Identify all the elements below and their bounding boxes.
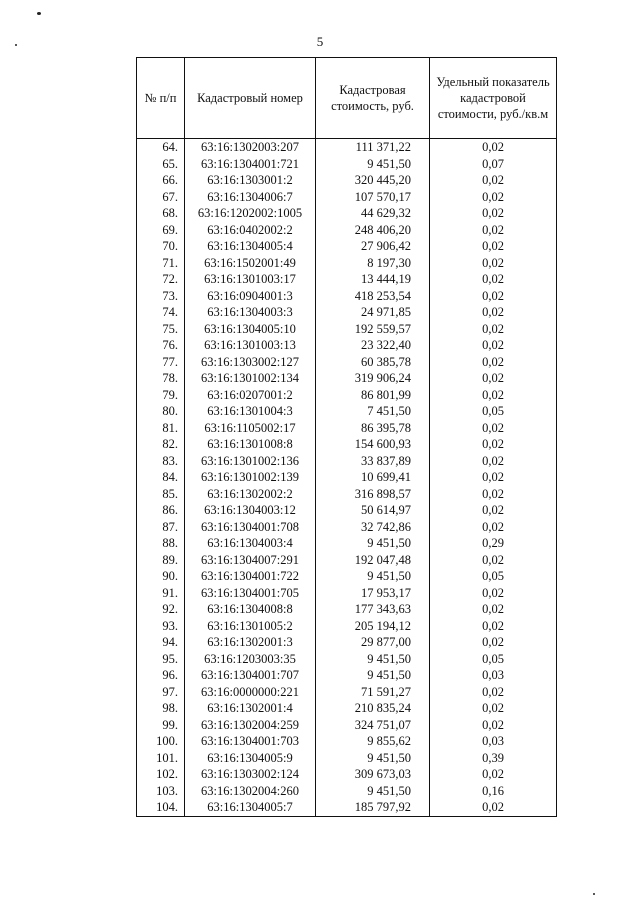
specific-index: 0,02 — [430, 717, 557, 734]
cadastral-cost: 86 801,99 — [316, 387, 430, 404]
row-number: 77. — [137, 354, 185, 371]
header-specific-index: Удельный показатель кадастровой стоимости, руб./кв.м — [430, 58, 557, 139]
table-row — [137, 321, 557, 338]
cadastral-cost: 9 451,50 — [316, 156, 430, 173]
cadastral-number: 63:16:1301008:8 — [185, 436, 316, 453]
cadastral-cost: 9 451,50 — [316, 750, 430, 767]
specific-index: 0,02 — [430, 420, 557, 437]
header-num: № п/п — [137, 58, 185, 139]
cadastral-number: 63:16:1301002:134 — [185, 370, 316, 387]
cadastral-cost: 60 385,78 — [316, 354, 430, 371]
row-number: 84. — [137, 469, 185, 486]
cadastral-number: 63:16:0000000:221 — [185, 684, 316, 701]
specific-index: 0,02 — [430, 255, 557, 272]
specific-index: 0,03 — [430, 667, 557, 684]
table-row — [137, 255, 557, 272]
specific-index: 0,02 — [430, 222, 557, 239]
table-row — [137, 783, 557, 800]
cadastral-number: 63:16:1502001:49 — [185, 255, 316, 272]
row-number: 92. — [137, 601, 185, 618]
cadastral-cost: 9 451,50 — [316, 667, 430, 684]
row-number: 73. — [137, 288, 185, 305]
cadastral-number: 63:16:1304001:705 — [185, 585, 316, 602]
cadastral-number: 63:16:1301004:3 — [185, 403, 316, 420]
specific-index: 0,02 — [430, 684, 557, 701]
table-row — [137, 486, 557, 503]
cadastral-cost: 210 835,24 — [316, 700, 430, 717]
cadastral-cost: 44 629,32 — [316, 205, 430, 222]
header-row — [137, 58, 557, 139]
cadastral-cost: 33 837,89 — [316, 453, 430, 470]
specific-index: 0,02 — [430, 502, 557, 519]
cadastral-cost: 24 971,85 — [316, 304, 430, 321]
table-row — [137, 618, 557, 635]
table-row — [137, 667, 557, 684]
cadastral-cost: 9 451,50 — [316, 568, 430, 585]
scan-speck — [593, 893, 595, 895]
page-number: 5 — [316, 34, 324, 49]
table-row — [137, 156, 557, 173]
table-row — [137, 222, 557, 239]
table-row — [137, 502, 557, 519]
table-row — [137, 766, 557, 783]
cadastral-number: 63:16:1304005:10 — [185, 321, 316, 338]
row-number: 89. — [137, 552, 185, 569]
table-row — [137, 337, 557, 354]
cadastral-cost: 23 322,40 — [316, 337, 430, 354]
table-row — [137, 717, 557, 734]
cadastral-number: 63:16:1303001:2 — [185, 172, 316, 189]
row-number: 64. — [137, 139, 185, 156]
row-number: 96. — [137, 667, 185, 684]
table-row — [137, 453, 557, 470]
table-row — [137, 601, 557, 618]
row-number: 101. — [137, 750, 185, 767]
cadastral-number: 63:16:1303002:127 — [185, 354, 316, 371]
table-row — [137, 370, 557, 387]
specific-index: 0,02 — [430, 700, 557, 717]
specific-index: 0,29 — [430, 535, 557, 552]
specific-index: 0,02 — [430, 321, 557, 338]
row-number: 71. — [137, 255, 185, 272]
specific-index: 0,03 — [430, 733, 557, 750]
cadastral-number: 63:16:1304003:3 — [185, 304, 316, 321]
table-row — [137, 205, 557, 222]
cadastral-number: 63:16:1105002:17 — [185, 420, 316, 437]
specific-index: 0,02 — [430, 370, 557, 387]
specific-index: 0,02 — [430, 799, 557, 816]
row-number: 104. — [137, 799, 185, 816]
header-cadastral-number: Кадастровый номер — [185, 58, 316, 139]
row-number: 79. — [137, 387, 185, 404]
cadastral-number: 63:16:1304001:708 — [185, 519, 316, 536]
row-number: 90. — [137, 568, 185, 585]
specific-index: 0,02 — [430, 519, 557, 536]
cadastral-cost: 71 591,27 — [316, 684, 430, 701]
cadastral-cost: 86 395,78 — [316, 420, 430, 437]
row-number: 94. — [137, 634, 185, 651]
table-row — [137, 552, 557, 569]
specific-index: 0,05 — [430, 651, 557, 668]
table-row — [137, 799, 557, 816]
cadastral-number: 63:16:1304001:703 — [185, 733, 316, 750]
cadastral-number: 63:16:1304005:9 — [185, 750, 316, 767]
cadastral-number: 63:16:1304005:7 — [185, 799, 316, 816]
specific-index: 0,02 — [430, 634, 557, 651]
cadastral-number: 63:16:1301002:136 — [185, 453, 316, 470]
specific-index: 0,02 — [430, 552, 557, 569]
cadastral-cost: 13 444,19 — [316, 271, 430, 288]
specific-index: 0,02 — [430, 304, 557, 321]
cadastral-cost: 205 194,12 — [316, 618, 430, 635]
row-number: 81. — [137, 420, 185, 437]
cadastral-number: 63:16:1304001:707 — [185, 667, 316, 684]
cadastral-number: 63:16:1301002:139 — [185, 469, 316, 486]
cadastral-cost: 111 371,22 — [316, 139, 430, 156]
specific-index: 0,02 — [430, 618, 557, 635]
table-row — [137, 387, 557, 404]
specific-index: 0,39 — [430, 750, 557, 767]
table-row — [137, 189, 557, 206]
table-row — [137, 271, 557, 288]
row-number: 93. — [137, 618, 185, 635]
table-row — [137, 585, 557, 602]
specific-index: 0,02 — [430, 601, 557, 618]
cadastral-cost: 248 406,20 — [316, 222, 430, 239]
row-number: 83. — [137, 453, 185, 470]
table-row — [137, 304, 557, 321]
cadastral-number: 63:16:1203003:35 — [185, 651, 316, 668]
cadastral-cost: 418 253,54 — [316, 288, 430, 305]
cadastral-number: 63:16:1304003:4 — [185, 535, 316, 552]
cadastral-cost: 9 451,50 — [316, 535, 430, 552]
row-number: 103. — [137, 783, 185, 800]
cadastral-number: 63:16:1304006:7 — [185, 189, 316, 206]
cadastral-number: 63:16:1301003:17 — [185, 271, 316, 288]
cadastral-cost: 9 855,62 — [316, 733, 430, 750]
table-row — [137, 733, 557, 750]
specific-index: 0,07 — [430, 156, 557, 173]
cadastral-number: 63:16:1301003:13 — [185, 337, 316, 354]
row-number: 66. — [137, 172, 185, 189]
specific-index: 0,02 — [430, 189, 557, 206]
table-row — [137, 568, 557, 585]
specific-index: 0,02 — [430, 387, 557, 404]
specific-index: 0,02 — [430, 486, 557, 503]
cadastral-cost: 324 751,07 — [316, 717, 430, 734]
specific-index: 0,16 — [430, 783, 557, 800]
table-header — [137, 58, 557, 139]
table-row — [137, 288, 557, 305]
row-number: 86. — [137, 502, 185, 519]
row-number: 70. — [137, 238, 185, 255]
specific-index: 0,02 — [430, 139, 557, 156]
table-body — [137, 139, 557, 817]
cadastral-cost: 154 600,93 — [316, 436, 430, 453]
table-row — [137, 651, 557, 668]
row-number: 69. — [137, 222, 185, 239]
row-number: 91. — [137, 585, 185, 602]
cadastral-number: 63:16:1304003:12 — [185, 502, 316, 519]
table-row — [137, 750, 557, 767]
header-cadastral-cost: Кадастровая стоимость, руб. — [316, 58, 430, 139]
cadastral-number: 63:16:1302001:4 — [185, 700, 316, 717]
row-number: 74. — [137, 304, 185, 321]
table-row — [137, 469, 557, 486]
cadastral-number: 63:16:1304001:722 — [185, 568, 316, 585]
specific-index: 0,02 — [430, 354, 557, 371]
cadastral-cost: 27 906,42 — [316, 238, 430, 255]
table-row — [137, 519, 557, 536]
specific-index: 0,02 — [430, 205, 557, 222]
table-row — [137, 172, 557, 189]
cadastral-cost: 50 614,97 — [316, 502, 430, 519]
row-number: 72. — [137, 271, 185, 288]
specific-index: 0,05 — [430, 403, 557, 420]
cadastral-number: 63:16:1302002:2 — [185, 486, 316, 503]
cadastral-number: 63:16:1304008:8 — [185, 601, 316, 618]
table-row — [137, 684, 557, 701]
row-number: 87. — [137, 519, 185, 536]
cadastral-cost: 177 343,63 — [316, 601, 430, 618]
row-number: 102. — [137, 766, 185, 783]
row-number: 67. — [137, 189, 185, 206]
row-number: 68. — [137, 205, 185, 222]
table-row — [137, 700, 557, 717]
cadastral-number: 63:16:0402002:2 — [185, 222, 316, 239]
table-row — [137, 403, 557, 420]
cadastral-cost: 7 451,50 — [316, 403, 430, 420]
specific-index: 0,02 — [430, 172, 557, 189]
row-number: 80. — [137, 403, 185, 420]
cadastral-cost: 32 742,86 — [316, 519, 430, 536]
row-number: 88. — [137, 535, 185, 552]
row-number: 98. — [137, 700, 185, 717]
specific-index: 0,02 — [430, 585, 557, 602]
cadastral-number: 63:16:1302001:3 — [185, 634, 316, 651]
row-number: 65. — [137, 156, 185, 173]
row-number: 95. — [137, 651, 185, 668]
cadastral-number: 63:16:0904001:3 — [185, 288, 316, 305]
cadastral-number: 63:16:1304001:721 — [185, 156, 316, 173]
row-number: 82. — [137, 436, 185, 453]
specific-index: 0,02 — [430, 766, 557, 783]
cadastral-number: 63:16:1302004:259 — [185, 717, 316, 734]
cadastral-cost: 192 047,48 — [316, 552, 430, 569]
cadastral-number: 63:16:0207001:2 — [185, 387, 316, 404]
cadastral-cost: 8 197,30 — [316, 255, 430, 272]
table-row — [137, 238, 557, 255]
specific-index: 0,02 — [430, 288, 557, 305]
cadastral-number: 63:16:1304005:4 — [185, 238, 316, 255]
cadastral-cost: 185 797,92 — [316, 799, 430, 816]
cadastral-number: 63:16:1302003:207 — [185, 139, 316, 156]
cadastral-cost: 29 877,00 — [316, 634, 430, 651]
row-number: 76. — [137, 337, 185, 354]
specific-index: 0,02 — [430, 469, 557, 486]
specific-index: 0,02 — [430, 337, 557, 354]
cadastral-cost: 9 451,50 — [316, 783, 430, 800]
row-number: 99. — [137, 717, 185, 734]
table-row — [137, 634, 557, 651]
cadastral-cost: 320 445,20 — [316, 172, 430, 189]
row-number: 85. — [137, 486, 185, 503]
cadastral-number: 63:16:1202002:1005 — [185, 205, 316, 222]
row-number: 97. — [137, 684, 185, 701]
cadastral-cost: 10 699,41 — [316, 469, 430, 486]
cadastral-number: 63:16:1304007:291 — [185, 552, 316, 569]
cadastral-cost: 319 906,24 — [316, 370, 430, 387]
specific-index: 0,05 — [430, 568, 557, 585]
row-number: 75. — [137, 321, 185, 338]
table-row — [137, 354, 557, 371]
cadastral-number: 63:16:1303002:124 — [185, 766, 316, 783]
cadastral-cost: 309 673,03 — [316, 766, 430, 783]
table-row — [137, 420, 557, 437]
cadastral-number: 63:16:1301005:2 — [185, 618, 316, 635]
cadastral-cost: 9 451,50 — [316, 651, 430, 668]
specific-index: 0,02 — [430, 436, 557, 453]
cadastral-cost: 192 559,57 — [316, 321, 430, 338]
row-number: 100. — [137, 733, 185, 750]
table-row — [137, 535, 557, 552]
table-row — [137, 436, 557, 453]
specific-index: 0,02 — [430, 271, 557, 288]
cadastral-cost: 17 953,17 — [316, 585, 430, 602]
cadastral-cost: 316 898,57 — [316, 486, 430, 503]
cadastral-table — [136, 57, 557, 817]
cadastral-cost: 107 570,17 — [316, 189, 430, 206]
specific-index: 0,02 — [430, 453, 557, 470]
specific-index: 0,02 — [430, 238, 557, 255]
scan-speck — [37, 12, 41, 15]
cadastral-number: 63:16:1302004:260 — [185, 783, 316, 800]
row-number: 78. — [137, 370, 185, 387]
table-row — [137, 139, 557, 156]
